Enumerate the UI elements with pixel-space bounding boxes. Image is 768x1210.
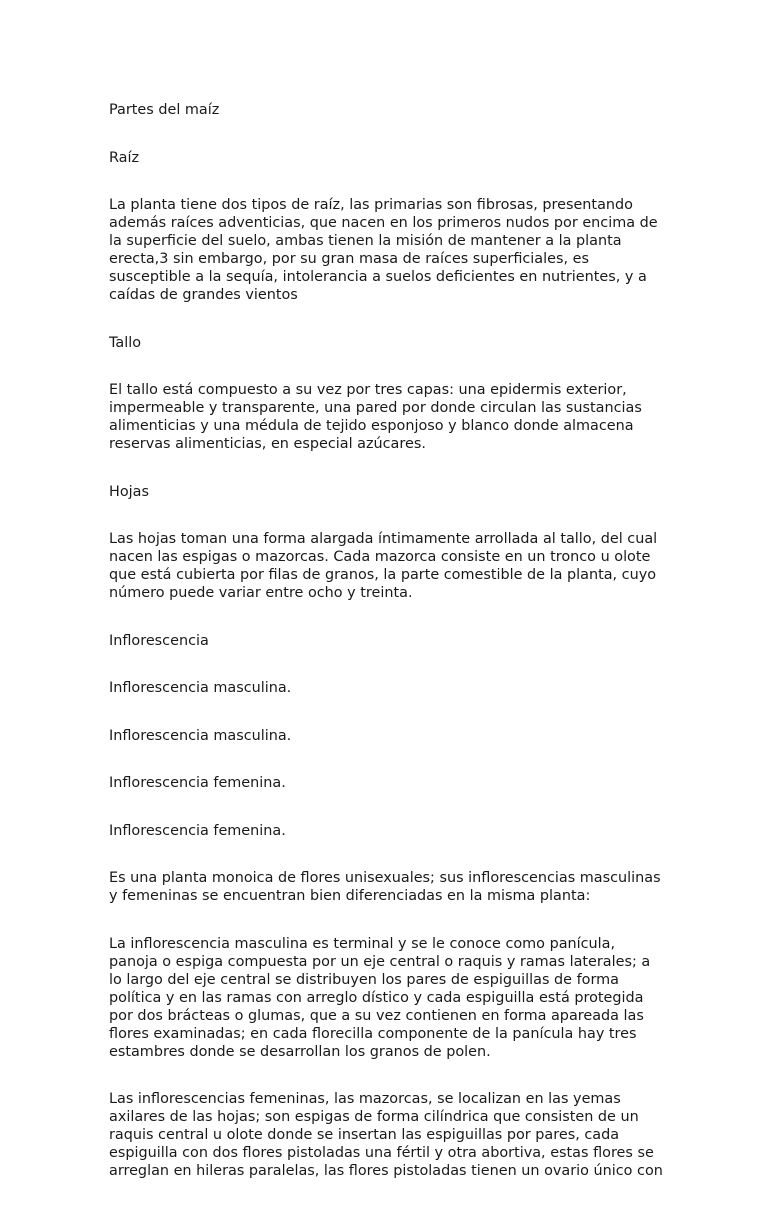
caption-inflorescencia-masculina-1: Inflorescencia masculina. <box>109 680 292 696</box>
paragraph-raiz: La planta tiene dos tipos de raíz, las primarias son fibrosas, presentando además raíces adventicias, que nacen en los primeros nudos por encima de la superficie del suelo, ambas tienen la misión de mantener a la planta erecta,3 sin embargo, por su gran masa de raíces superficiales, es susceptible a la sequía, intolerancia a suelos deficientes en nutrientes, y a caídas de grandes vientos <box>109 197 658 303</box>
paragraph-inflorescencias-femeninas: Las inflorescencias femeninas, las mazorcas, se localizan en las yemas axilares de las hojas; son espigas de forma cilíndrica que consisten de un raquis central u olote donde se insertan las espiguillas por pares, cada espiguilla con dos flores pistoladas una fértil y otra abortiva, estas flores se arreglan en hileras paralelas, las flores pistoladas tienen un ovario único con <box>109 1091 663 1179</box>
paragraph-tallo: El tallo está compuesto a su vez por tres capas: una epidermis exterior, impermeable y transparente, una pared por donde circulan las sustancias alimenticias y una médula de tejido esponjoso y blanco donde almacena reservas alimenticias, en especial azúcares. <box>109 382 642 452</box>
heading-tallo: Tallo <box>109 334 142 351</box>
document-title: Partes del maíz <box>109 102 220 118</box>
heading-inflorescencia: Inflorescencia <box>109 632 209 649</box>
heading-hojas: Hojas <box>109 483 149 500</box>
heading-raiz: Raíz <box>109 149 140 166</box>
paragraph-planta-monoica: Es una planta monoica de flores unisexuales; sus inflorescencias masculinas y femeninas se encuentran bien diferenciadas en la misma planta: <box>109 870 661 904</box>
caption-inflorescencia-masculina-2: Inflorescencia masculina. <box>109 727 292 744</box>
caption-inflorescencia-femenina-1: Inflorescencia femenina. <box>109 775 286 791</box>
paragraph-hojas: Las hojas toman una forma alargada íntimamente arrollada al tallo, del cual nacen las espigas o mazorcas. Cada mazorca consiste en un tronco u olote que está cubierta por filas de granos, la parte comestible de la planta, cuyo número puede variar entre ocho y treinta. <box>109 531 658 601</box>
document-body <box>109 83 669 1210</box>
paragraph-inflorescencia-masculina: La inflorescencia masculina es terminal y se le conoce como panícula, panoja o espiga compuesta por un eje central o raquis y ramas laterales; a lo largo del eje central se distribuyen los pares de espiguillas de forma política y en las ramas con arreglo dístico y cada espiguilla está protegida por dos brácteas o glumas, que a su vez contienen en forma apareada las flores examinadas; en cada florecilla componente de la panícula hay tres estambres donde se desarrollan los granos de polen. <box>109 935 651 1060</box>
caption-inflorescencia-femenina-2: Inflorescencia femenina. <box>109 822 286 839</box>
